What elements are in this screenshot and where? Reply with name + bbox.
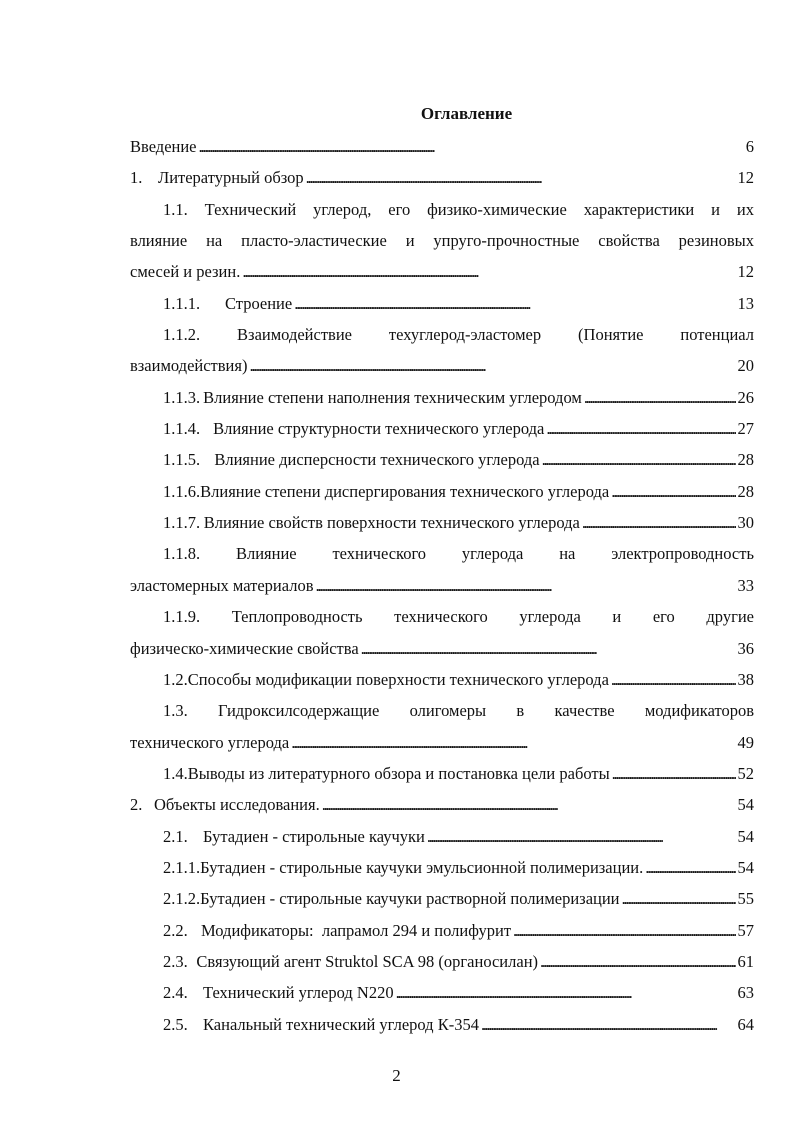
- dot-leader: [242, 256, 735, 287]
- toc-entry-1-1-2[interactable]: [130, 319, 754, 382]
- dot-leader: [612, 758, 736, 789]
- toc-entry-number: 1.1.1.: [163, 293, 201, 313]
- dot-leader: [513, 915, 735, 946]
- toc-entry-number: 2.5.: [163, 1014, 188, 1034]
- dot-leader: [306, 162, 736, 193]
- toc-entry-text: 1.1. Технический углерод, его физико-химические характеристики и их: [163, 199, 754, 219]
- toc-entry-number: 1.2.: [163, 669, 188, 689]
- toc-page-number: 55: [737, 889, 754, 909]
- toc-page-number: 54: [737, 826, 754, 846]
- toc-entry-line: [130, 633, 754, 664]
- toc-entry-number: 1.1.5.: [163, 450, 201, 470]
- toc-entry-text: Связующий агент Struktol SCA 98 (органосилан): [196, 951, 539, 971]
- toc-entry-1-1-6[interactable]: [130, 476, 754, 507]
- dot-leader: [361, 633, 736, 664]
- toc-entry-2-1[interactable]: [130, 821, 754, 852]
- toc-page-number: 20: [737, 356, 754, 376]
- toc-entry-introduction[interactable]: [130, 131, 754, 162]
- toc-entry-text: 1.3. Гидроксилсодержащие олигомеры в качестве модификаторов: [163, 701, 754, 721]
- dot-leader: [540, 946, 735, 977]
- dot-leader: [481, 1009, 736, 1040]
- dot-leader: [199, 131, 744, 162]
- toc-entry-text: физическо-химические свойства: [130, 638, 359, 658]
- dot-leader: [322, 789, 736, 820]
- toc-entry-number: 1.1.7.: [163, 513, 201, 533]
- table-of-contents: [130, 131, 754, 1040]
- dot-leader: [291, 727, 735, 758]
- toc-entry-1[interactable]: [130, 162, 754, 193]
- toc-entry-text: Технический углерод N220: [203, 983, 394, 1003]
- toc-entry-text: Бутадиен - стирольные каучуки эмульсионной полимеризации.: [200, 857, 644, 877]
- toc-page-number: 54: [737, 857, 754, 877]
- dot-leader: [396, 977, 736, 1008]
- dot-leader: [645, 852, 735, 883]
- toc-entry-text: влияние на пласто-эластические и упруго-прочностные свойства резиновых: [130, 231, 754, 251]
- toc-page-number: 57: [737, 920, 754, 940]
- toc-entry-2-1-2[interactable]: [130, 883, 754, 914]
- toc-entry-1-1-9[interactable]: [130, 601, 754, 664]
- toc-entry-text: Бутадиен - стирольные каучуки: [203, 826, 425, 846]
- toc-entry-number: 1.1.6.: [163, 481, 201, 501]
- toc-page-number: 12: [737, 168, 754, 188]
- toc-entry-2[interactable]: [130, 789, 754, 820]
- toc-entry-text: эластомерных материалов: [130, 575, 314, 595]
- dot-leader: [249, 350, 735, 381]
- toc-page-number: 33: [737, 575, 754, 595]
- toc-entry-line: [130, 727, 754, 758]
- toc-entry-text: Канальный технический углерод К-354: [203, 1014, 479, 1034]
- toc-entry-number: 1.1.4.: [163, 419, 201, 439]
- toc-entry-line: [130, 350, 754, 381]
- toc-page-number: 52: [737, 763, 754, 783]
- toc-page-number: 28: [737, 481, 754, 501]
- toc-entry-text: Строение: [225, 293, 293, 313]
- toc-entry-text: технического углерода: [130, 732, 290, 752]
- toc-entry-text: Введение: [130, 137, 197, 156]
- toc-entry-number: 2.3.: [163, 951, 188, 971]
- toc-entry-text: Влияние дисперсности технического углерода: [214, 450, 540, 470]
- toc-entry-1-1-8[interactable]: [130, 538, 754, 601]
- toc-entry-1-1-3[interactable]: [130, 382, 754, 413]
- toc-entry-number: 1.4.: [163, 763, 188, 783]
- toc-entry-line: [130, 538, 754, 569]
- toc-page-number: 38: [737, 669, 754, 689]
- toc-entry-1-1-5[interactable]: [130, 444, 754, 475]
- toc-entry-number: 1.1.3.: [163, 387, 201, 407]
- toc-page-number: 64: [737, 1014, 754, 1034]
- dot-leader: [622, 883, 736, 914]
- toc-entry-2-5[interactable]: [130, 1009, 754, 1040]
- toc-entry-text: Выводы из литературного обзора и постановка цели работы: [187, 763, 610, 783]
- toc-entry-text: Влияние степени наполнения техническим углеродом: [203, 387, 582, 407]
- toc-entry-number: 2.1.1.: [163, 857, 201, 877]
- dot-leader: [546, 413, 735, 444]
- toc-entry-1-4[interactable]: [130, 758, 754, 789]
- toc-entry-1-1-1[interactable]: [130, 288, 754, 319]
- toc-entry-number: 2.4.: [163, 983, 188, 1003]
- dot-leader: [542, 444, 736, 475]
- toc-entry-1-3[interactable]: [130, 695, 754, 758]
- toc-entry-1-1-7[interactable]: [130, 507, 754, 538]
- toc-entry-2-1-1[interactable]: [130, 852, 754, 883]
- toc-entry-text: 1.1.8. Влияние технического углерода на электропроводность: [163, 544, 754, 564]
- toc-entry-2-2[interactable]: [130, 915, 754, 946]
- dot-leader: [611, 664, 736, 695]
- toc-entry-1-1[interactable]: [130, 194, 754, 288]
- toc-entry-line: [130, 601, 754, 632]
- toc-page-number: 61: [737, 951, 754, 971]
- toc-entry-number: 2.1.2.: [163, 889, 201, 909]
- toc-page-number: 26: [737, 387, 754, 407]
- toc-entry-line: [130, 695, 754, 726]
- toc-entry-line: [130, 256, 754, 287]
- toc-entry-text: Способы модификации поверхности технического углерода: [187, 669, 609, 689]
- dot-leader: [611, 476, 735, 507]
- toc-entry-text: Модификаторы: лапрамол 294 и полифурит: [201, 920, 512, 940]
- dot-leader: [584, 382, 736, 413]
- toc-page-number: 54: [737, 795, 754, 815]
- toc-page-number: 30: [737, 513, 754, 533]
- toc-entry-line: [130, 319, 754, 350]
- toc-entry-number: 2.1.: [163, 826, 188, 846]
- toc-page-number: 49: [737, 732, 754, 752]
- toc-entry-1-2[interactable]: [130, 664, 754, 695]
- toc-entry-line: [130, 225, 754, 256]
- toc-entry-text: Литературный обзор: [158, 168, 304, 188]
- toc-entry-text: взаимодействия): [130, 356, 248, 376]
- toc-entry-text: Влияние структурности технического углерода: [213, 419, 545, 439]
- toc-page-number: 12: [737, 262, 754, 282]
- toc-entry-text: Влияние свойств поверхности технического углерода: [203, 513, 580, 533]
- toc-page-number: 63: [737, 983, 754, 1003]
- dot-leader: [427, 821, 736, 852]
- toc-entry-text: Объекты исследования.: [154, 795, 320, 815]
- toc-entry-number: 2.: [130, 795, 143, 815]
- toc-entry-line: [130, 194, 754, 225]
- toc-entry-text: 1.1.2. Взаимодействие техуглерод-эластомер (Понятие потенциал: [163, 325, 754, 345]
- dot-leader: [294, 288, 735, 319]
- toc-entry-2-4[interactable]: [130, 977, 754, 1008]
- page-title: Оглавление: [420, 104, 513, 123]
- toc-page-number: 36: [737, 638, 754, 658]
- toc-entry-number: 1.: [130, 168, 143, 188]
- toc-page-number: 13: [737, 293, 754, 313]
- toc-page-number: 27: [737, 419, 754, 439]
- dot-leader: [315, 570, 735, 601]
- toc-entry-text: смесей и резин.: [130, 262, 241, 282]
- toc-entry-line: [130, 570, 754, 601]
- dot-leader: [582, 507, 736, 538]
- toc-entry-text: Бутадиен - стирольные каучуки растворной полимеризации: [200, 889, 620, 909]
- toc-entry-number: 2.2.: [163, 920, 188, 940]
- toc-entry-2-3[interactable]: [130, 946, 754, 977]
- page-number: 2: [392, 1066, 401, 1085]
- toc-page-number: 28: [737, 450, 754, 470]
- toc-entry-text: 1.1.9. Теплопроводность технического углерода и его другие: [163, 607, 754, 627]
- toc-page-number: 6: [745, 137, 754, 156]
- toc-entry-1-1-4[interactable]: [130, 413, 754, 444]
- toc-entry-text: Влияние степени диспергирования технического углерода: [200, 481, 610, 501]
